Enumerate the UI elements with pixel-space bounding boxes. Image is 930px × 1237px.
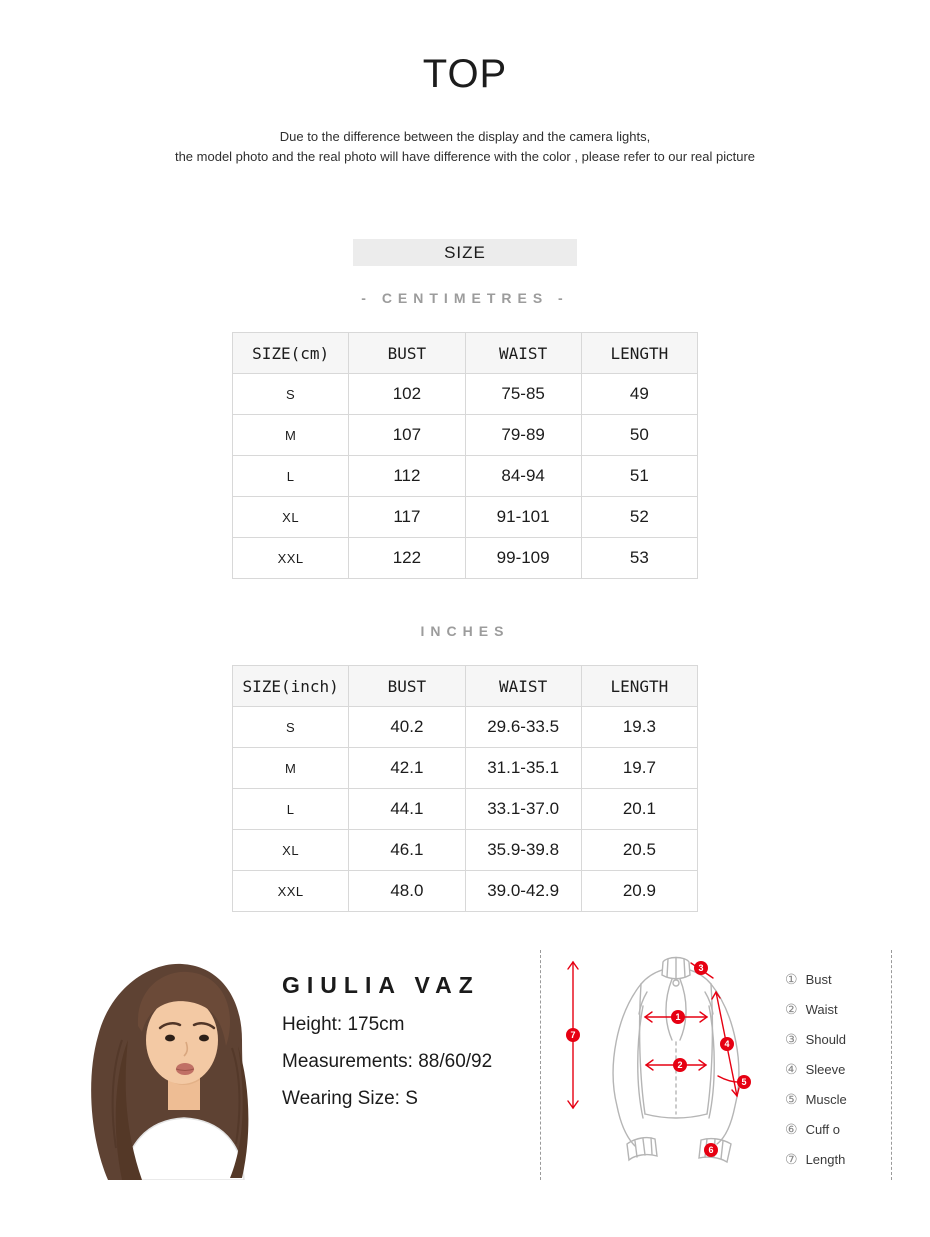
legend-item — [785, 1114, 891, 1144]
legend-circled-number: ③ — [785, 1030, 798, 1047]
table-row — [233, 497, 698, 538]
legend-label: Should — [805, 1031, 847, 1047]
diagram-marker-sleeve: 4 — [720, 1037, 734, 1051]
legend-label: Waist — [805, 1001, 838, 1017]
legend-item — [785, 994, 891, 1024]
table-cell: 46.1 — [349, 830, 465, 871]
table-cell: 49 — [581, 374, 697, 415]
centimetres-heading: - CENTIMETRES - — [361, 290, 569, 306]
size-heading: SIZE — [353, 239, 577, 266]
column-header: BUST — [349, 333, 465, 374]
table-cell: 51 — [581, 456, 697, 497]
table-cell: 112 — [349, 456, 465, 497]
diagram-marker-shoulder: 3 — [694, 961, 708, 975]
table-cell: 35.9-39.8 — [465, 830, 581, 871]
table-cell: 42.1 — [349, 748, 465, 789]
legend-item — [785, 1054, 891, 1084]
garment-measure-diagram — [551, 948, 779, 1180]
table-cell: 44.1 — [349, 789, 465, 830]
page-title: TOP — [422, 52, 508, 96]
table-cell: 75-85 — [465, 374, 581, 415]
table-cell: 122 — [349, 538, 465, 579]
diagram-marker-cuff: 6 — [704, 1143, 718, 1157]
table-cell: 50 — [581, 415, 697, 456]
disclaimer-line2: the model photo and the real photo will have difference with the color , please refer to our real picture — [174, 149, 756, 164]
table-cell: S — [233, 707, 349, 748]
table-cell: 84-94 — [465, 456, 581, 497]
red-measure-arrows — [568, 962, 744, 1108]
diagram-marker-length: 7 — [566, 1028, 580, 1042]
measurement-legend — [785, 948, 891, 1174]
table-row — [233, 415, 698, 456]
garment-sketch-illustration — [551, 948, 779, 1180]
legend-item — [785, 964, 891, 994]
legend-circled-number: ② — [785, 1000, 798, 1017]
table-cell: 79-89 — [465, 415, 581, 456]
inches-heading: INCHES — [420, 623, 510, 639]
legend-label: Length — [805, 1151, 846, 1167]
disclaimer — [0, 127, 930, 167]
diagram-marker-bust: 1 — [671, 1010, 685, 1024]
table-cell: 33.1-37.0 — [465, 789, 581, 830]
legend-label: Muscle — [805, 1091, 847, 1107]
legend-item — [785, 1144, 891, 1174]
table-cell: 91-101 — [465, 497, 581, 538]
model-wearing-size: Wearing Size: S — [282, 1088, 418, 1109]
dashed-divider-right — [891, 950, 892, 1180]
legend-item — [785, 1084, 891, 1114]
table-cell: 39.0-42.9 — [465, 871, 581, 912]
table-cell: S — [233, 374, 349, 415]
legend-item — [785, 1024, 891, 1054]
model-name: GIULIA VAZ — [282, 972, 480, 998]
inch-size-table — [232, 665, 698, 912]
column-header: LENGTH — [581, 333, 697, 374]
table-row — [233, 871, 698, 912]
table-header-row — [233, 333, 698, 374]
table-cell: XXL — [233, 871, 349, 912]
legend-circled-number: ⑦ — [785, 1150, 798, 1167]
diagram-marker-waist: 2 — [673, 1058, 687, 1072]
table-row — [233, 456, 698, 497]
table-cell: XL — [233, 830, 349, 871]
model-section — [0, 948, 930, 1180]
table-cell: 48.0 — [349, 871, 465, 912]
table-cell: L — [233, 789, 349, 830]
table-cell: 20.9 — [581, 871, 697, 912]
table-cell: 20.5 — [581, 830, 697, 871]
column-header: WAIST — [465, 666, 581, 707]
column-header: BUST — [349, 666, 465, 707]
model-info — [282, 948, 540, 1110]
table-cell: 53 — [581, 538, 697, 579]
legend-label: Cuff o — [805, 1121, 841, 1137]
dashed-divider-left — [540, 950, 541, 1180]
table-cell: M — [233, 748, 349, 789]
table-cell: 52 — [581, 497, 697, 538]
table-cell: XL — [233, 497, 349, 538]
cm-size-table — [232, 332, 698, 579]
table-cell: 29.6-33.5 — [465, 707, 581, 748]
column-header: WAIST — [465, 333, 581, 374]
model-height: Height: 175cm — [282, 1014, 405, 1035]
table-row — [233, 789, 698, 830]
column-header: SIZE(cm) — [233, 333, 349, 374]
table-cell: 99-109 — [465, 538, 581, 579]
legend-label: Sleeve — [805, 1061, 846, 1077]
table-cell: 19.3 — [581, 707, 697, 748]
table-cell: L — [233, 456, 349, 497]
table-cell: M — [233, 415, 349, 456]
legend-circled-number: ① — [785, 970, 798, 987]
table-cell: 102 — [349, 374, 465, 415]
model-portrait-illustration — [72, 948, 272, 1180]
table-cell: 107 — [349, 415, 465, 456]
model-photo — [72, 948, 272, 1180]
table-header-row — [233, 666, 698, 707]
table-cell: 20.1 — [581, 789, 697, 830]
column-header: SIZE(inch) — [233, 666, 349, 707]
table-row — [233, 748, 698, 789]
diagram-marker-muscle: 5 — [737, 1075, 751, 1089]
disclaimer-line1: Due to the difference between the display and the camera lights, — [279, 129, 651, 144]
legend-circled-number: ⑥ — [785, 1120, 798, 1137]
legend-label: Bust — [805, 971, 832, 987]
table-cell: XXL — [233, 538, 349, 579]
table-row — [233, 538, 698, 579]
table-cell: 19.7 — [581, 748, 697, 789]
table-cell: 31.1-35.1 — [465, 748, 581, 789]
table-row — [233, 707, 698, 748]
table-row — [233, 830, 698, 871]
legend-circled-number: ④ — [785, 1060, 798, 1077]
legend-circled-number: ⑤ — [785, 1090, 798, 1107]
table-row — [233, 374, 698, 415]
table-cell: 40.2 — [349, 707, 465, 748]
model-measurements: Measurements: 88/60/92 — [282, 1051, 493, 1072]
column-header: LENGTH — [581, 666, 697, 707]
table-cell: 117 — [349, 497, 465, 538]
